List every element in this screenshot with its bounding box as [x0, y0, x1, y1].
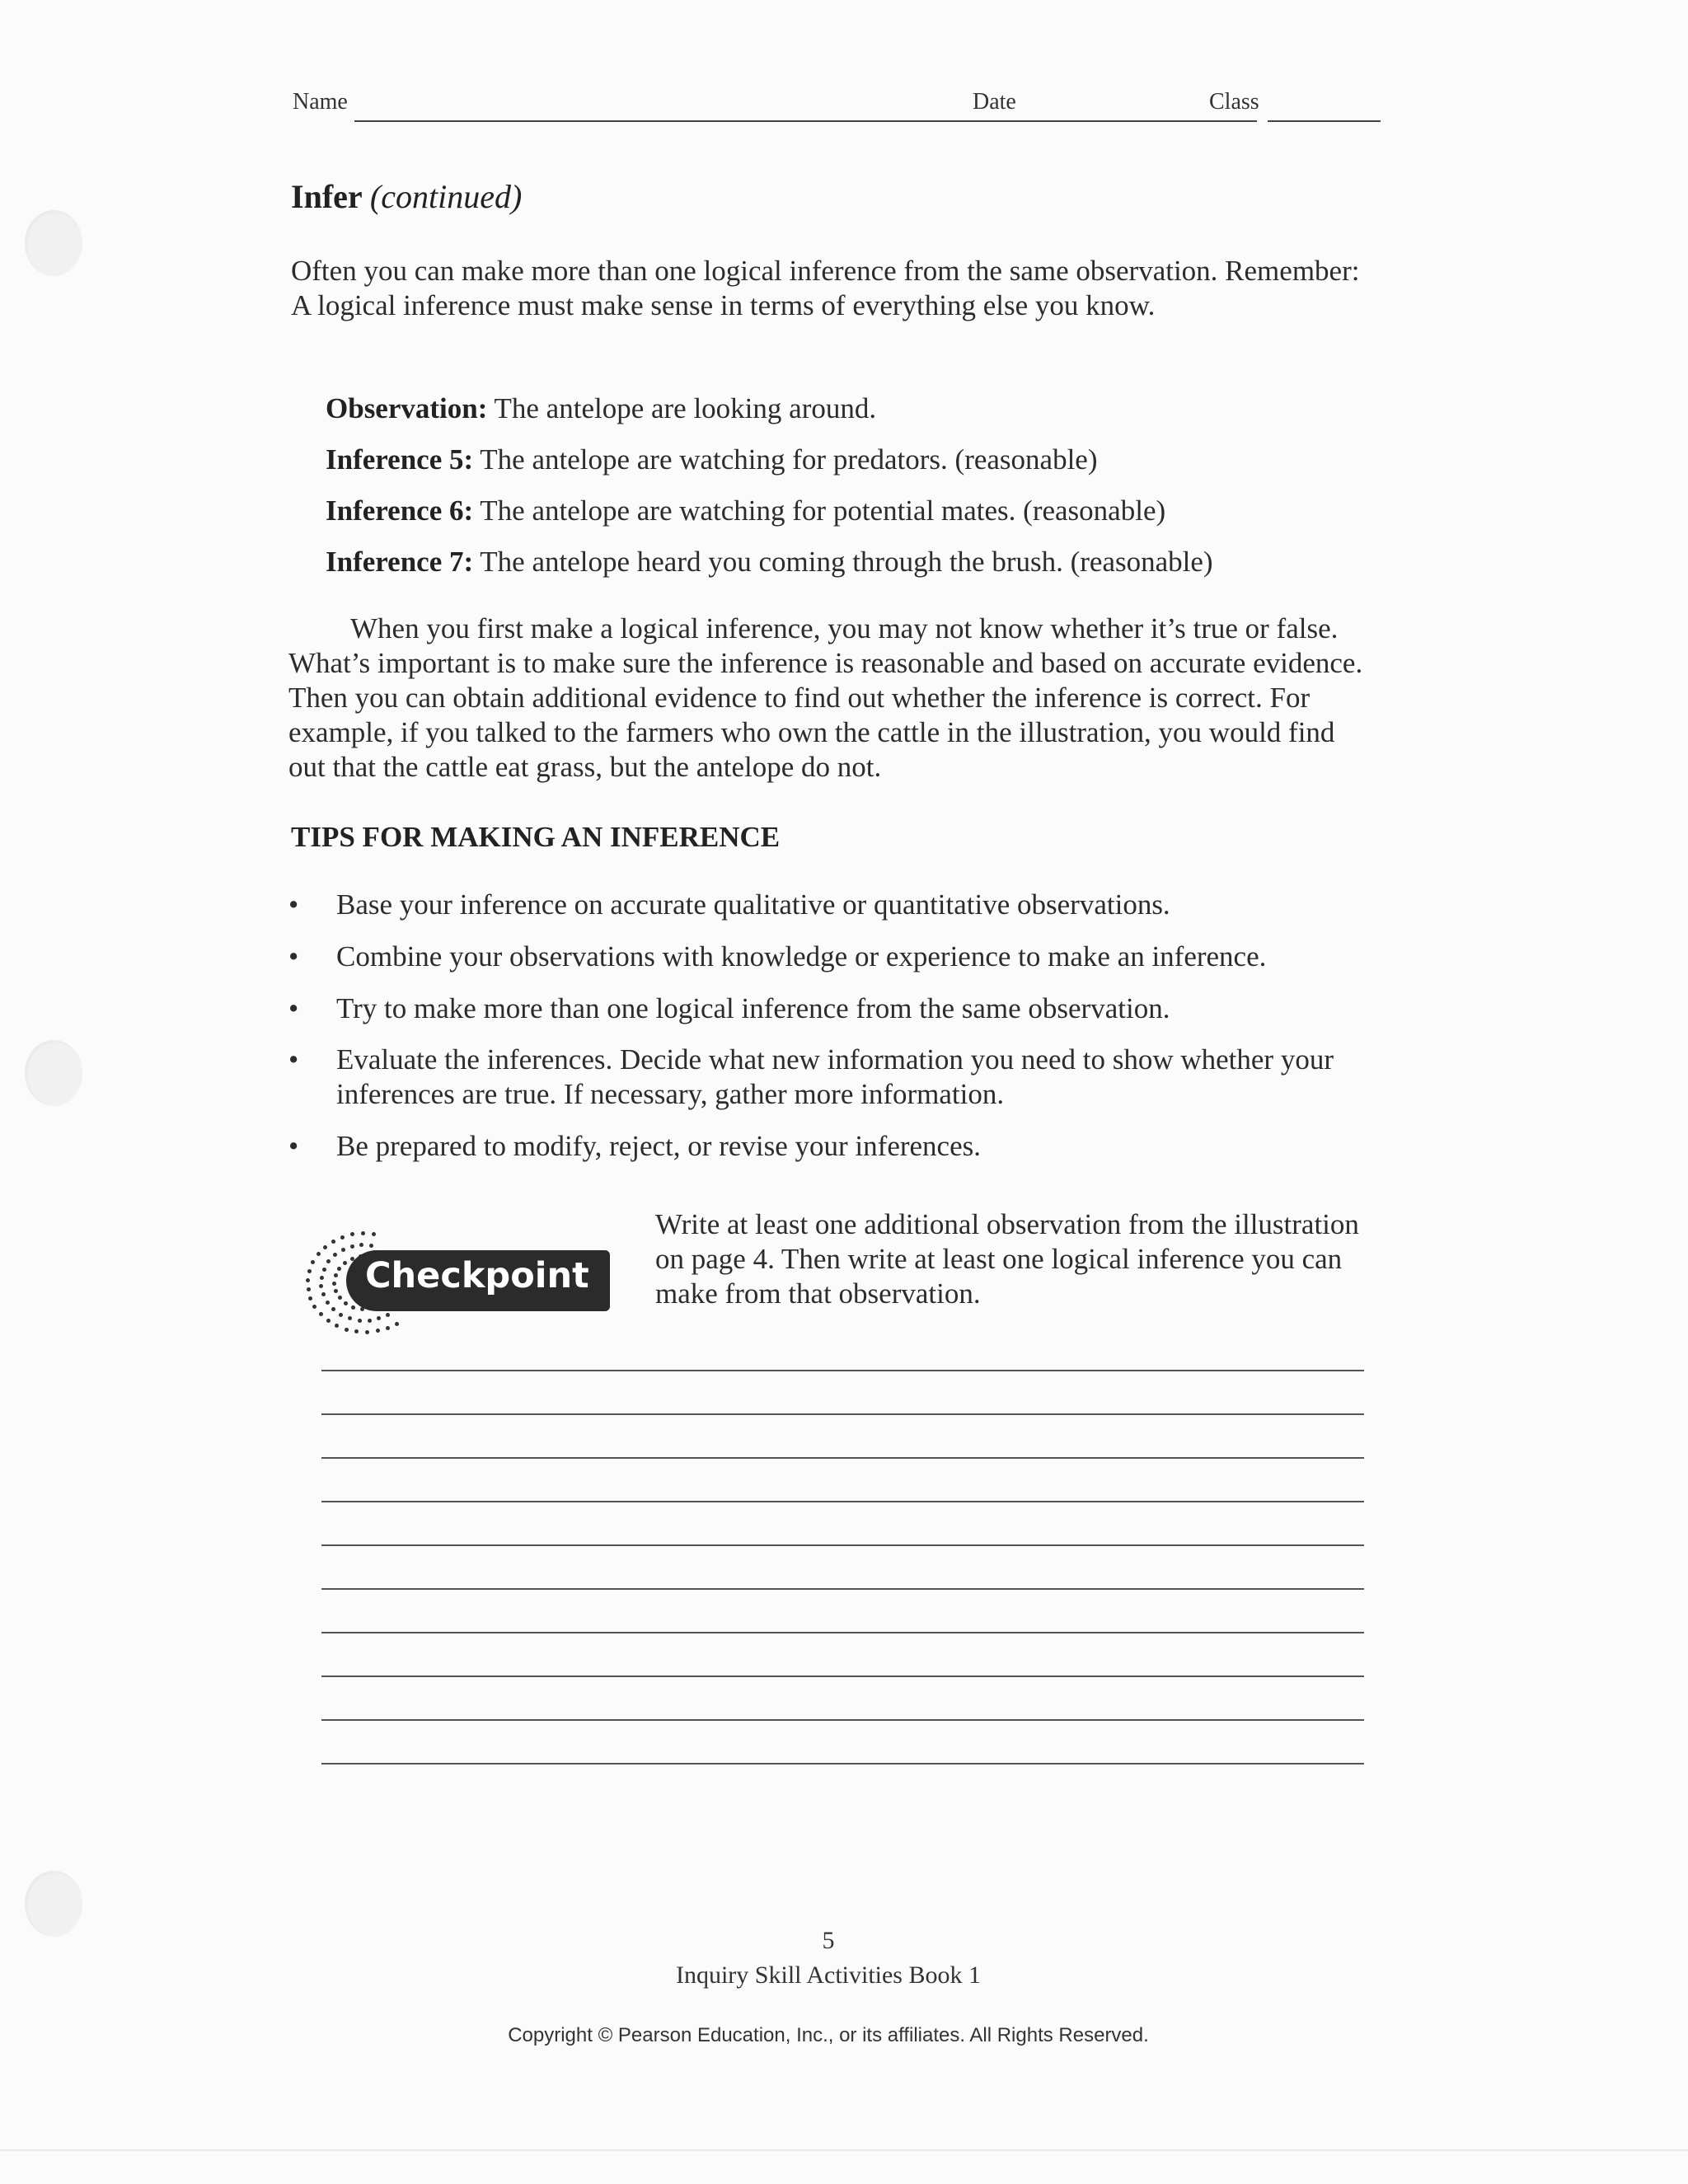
burst-dot — [307, 1269, 312, 1273]
burst-dot — [331, 1307, 335, 1311]
answer-line[interactable] — [321, 1632, 1364, 1633]
burst-dot — [358, 1319, 362, 1323]
inference-7-text: The antelope heard you coming through the brush. (reasonable) — [480, 546, 1213, 578]
title-main: Infer — [291, 178, 362, 215]
burst-dot — [322, 1268, 326, 1272]
inference-6-text: The antelope are watching for potential mates. (reasonable) — [480, 494, 1166, 527]
inference-7-label: Inference 7: — [326, 546, 474, 578]
answer-line[interactable] — [321, 1413, 1364, 1415]
burst-dot — [345, 1328, 349, 1332]
answer-line[interactable] — [321, 1501, 1364, 1502]
answer-line[interactable] — [321, 1457, 1364, 1459]
bullet-icon: • — [288, 992, 299, 1024]
header-fields — [293, 89, 1381, 130]
copyright-notice: Copyright © Pearson Education, Inc., or its affiliates. All Rights Reserved. — [508, 2024, 1149, 2046]
burst-dot — [339, 1313, 343, 1317]
tip-text: Evaluate the inferences. Decide what new information you need to show whether your inferences are true. If necessary, gather more information. — [336, 1043, 1334, 1110]
tip-text: Base your inference on accurate qualitative or quantitative observations. — [336, 888, 1170, 921]
checkpoint-label: Checkpoint — [365, 1255, 589, 1296]
burst-dot — [351, 1305, 355, 1310]
binder-hole-top — [25, 210, 82, 276]
class-field[interactable] — [1268, 120, 1381, 122]
observation-label: Observation: — [326, 392, 488, 424]
burst-dot — [376, 1329, 380, 1333]
checkpoint-badge — [317, 1212, 614, 1335]
bullet-icon: • — [288, 940, 299, 972]
burst-dot — [326, 1259, 331, 1263]
inference-5-line — [326, 443, 1098, 476]
burst-dot — [331, 1240, 335, 1244]
inference-7-line — [326, 546, 1213, 579]
burst-dot — [319, 1284, 323, 1288]
answer-line[interactable] — [321, 1675, 1364, 1677]
burst-dot — [350, 1244, 354, 1249]
tip-text: Combine your observations with knowledge or experience to make an inference. — [336, 940, 1267, 972]
burst-dot — [368, 1319, 372, 1323]
checkpoint-prompt: Write at least one additional observation from the illustration on page 4. Then write at least one logical inference you can make from that observation. — [655, 1208, 1359, 1310]
burst-dot — [323, 1245, 327, 1249]
answer-line[interactable] — [321, 1370, 1364, 1371]
class-label: Class — [1209, 89, 1259, 115]
burst-dot — [333, 1253, 337, 1257]
burst-dot — [332, 1282, 336, 1286]
intro-paragraph: Often you can make more than one logical inference from the same observation. Remember: A logical inference must make sense in terms of everything else you know. — [291, 255, 1360, 321]
date-label: Date — [973, 89, 1016, 115]
burst-dot — [350, 1232, 354, 1236]
observation-text: The antelope are looking around. — [494, 392, 877, 424]
burst-dot — [307, 1287, 311, 1291]
burst-dot — [320, 1276, 324, 1280]
tips-heading: TIPS FOR MAKING AN INFERENCE — [291, 821, 781, 853]
page-number: 5 — [822, 1927, 835, 1954]
burst-dot — [365, 1330, 369, 1334]
observation-line — [326, 392, 876, 425]
answer-line[interactable] — [321, 1588, 1364, 1590]
book-title: Inquiry Skill Activities Book 1 — [675, 1961, 981, 1989]
tip-text: Be prepared to modify, reject, or revise your inferences. — [336, 1130, 981, 1162]
burst-dot — [377, 1316, 381, 1320]
bullet-icon: • — [288, 888, 299, 921]
section-title — [291, 177, 522, 216]
burst-dot — [308, 1296, 312, 1301]
inference-5-text: The antelope are watching for predators. (reasonable) — [480, 443, 1098, 476]
bullet-icon: • — [288, 1130, 299, 1162]
burst-dot — [344, 1301, 348, 1305]
burst-dot — [334, 1289, 338, 1293]
burst-dot — [337, 1267, 341, 1271]
burst-dot — [321, 1292, 326, 1296]
burst-dot — [335, 1324, 339, 1328]
burst-dot — [354, 1329, 359, 1333]
name-label: Name — [293, 89, 348, 115]
inference-5-label: Inference 5: — [326, 443, 474, 476]
burst-dot — [311, 1260, 315, 1264]
burst-dot — [361, 1231, 365, 1235]
title-sub: (continued) — [369, 178, 523, 215]
page-edge-divider — [0, 2149, 1688, 2151]
burst-dot — [386, 1313, 390, 1317]
burst-dot — [372, 1232, 376, 1236]
burst-dot — [306, 1278, 310, 1282]
burst-dot — [326, 1319, 331, 1323]
burst-dot — [369, 1244, 373, 1248]
burst-dot — [343, 1261, 347, 1265]
burst-dot — [316, 1252, 321, 1256]
burst-dot — [348, 1316, 352, 1320]
tip-text: Try to make more than one logical inference from the same observation. — [336, 992, 1170, 1024]
answer-line[interactable] — [321, 1763, 1364, 1765]
bullet-icon: • — [288, 1043, 299, 1076]
inference-6-line — [326, 494, 1165, 527]
burst-dot — [319, 1312, 323, 1316]
burst-dot — [340, 1235, 345, 1240]
burst-dot — [395, 1322, 399, 1326]
burst-dot — [338, 1296, 342, 1300]
answer-line[interactable] — [321, 1544, 1364, 1546]
burst-dot — [341, 1248, 345, 1252]
burst-dot — [326, 1301, 330, 1305]
burst-dot — [386, 1326, 390, 1330]
burst-dot — [312, 1305, 316, 1309]
body-paragraph: When you first make a logical inference, you may not know whether it’s true or false. What’s important is to make sure the inference is reasonable and based on accurate evidence. Then you can obtain additional evidence to find out whether the inference is correct. For example, if you talked to the farmers who own the cattle in the illustration, you would find out that the cattle eat grass, but the antelope do not. — [288, 612, 1363, 783]
binder-hole-middle — [25, 1040, 82, 1106]
answer-line[interactable] — [321, 1719, 1364, 1721]
date-field[interactable] — [1022, 120, 1203, 122]
burst-dot — [359, 1243, 363, 1247]
burst-dot — [334, 1273, 338, 1277]
inference-6-label: Inference 6: — [326, 494, 474, 527]
